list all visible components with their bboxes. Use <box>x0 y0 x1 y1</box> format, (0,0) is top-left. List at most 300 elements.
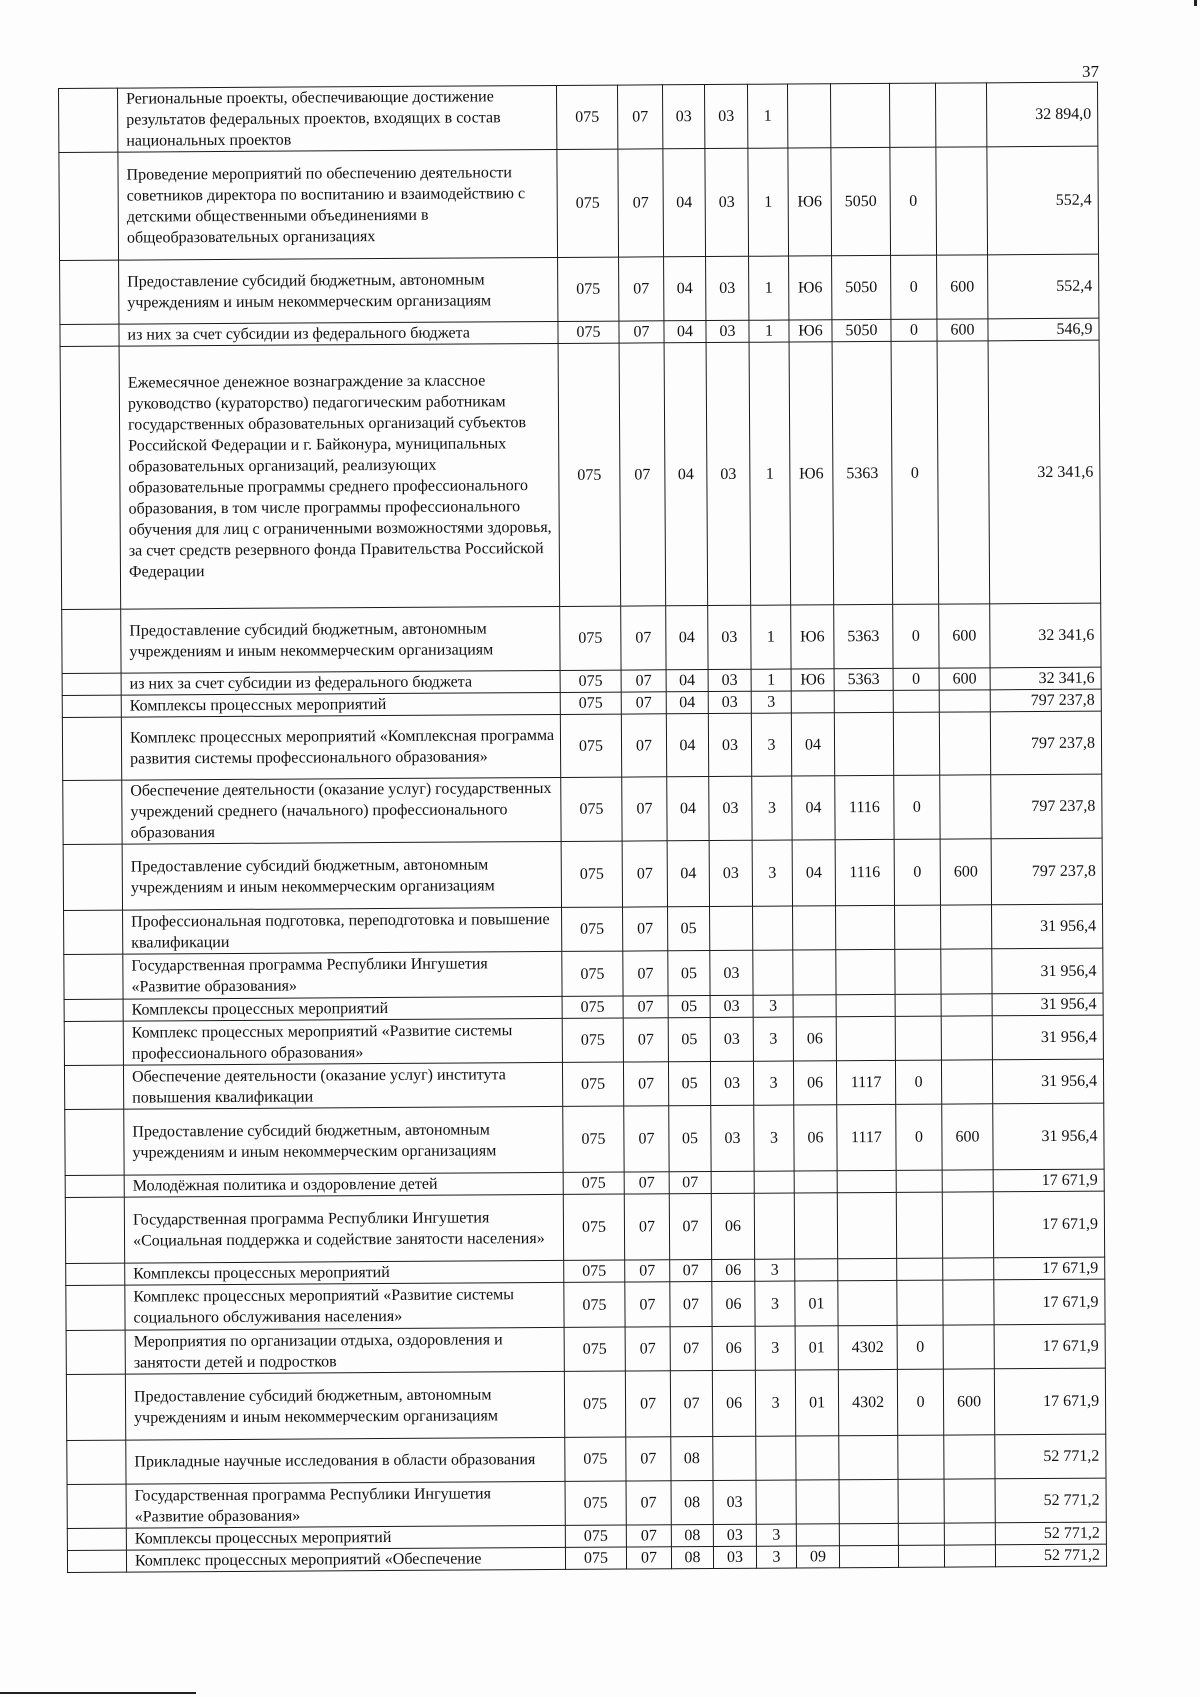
code-section-cell: 07 <box>625 1327 670 1371</box>
code-direction-cell: 5363 <box>834 604 893 668</box>
code-subsection-cell: 05 <box>668 1018 710 1062</box>
code-type-cell: 1 <box>751 669 791 691</box>
code-section-cell: 07 <box>625 1371 670 1437</box>
code-program-cell: 03 <box>708 605 751 669</box>
scan-edge-mark <box>0 1692 196 1694</box>
code-subsection-cell: 07 <box>670 1327 712 1371</box>
table-row <box>66 1324 1105 1374</box>
code-subsection-cell: 07 <box>670 1282 712 1327</box>
item-name-cell: Комплекс процессных мероприятий «Развитие системы социального обслуживания населения» <box>125 1282 564 1330</box>
table-row <box>64 904 1103 954</box>
item-name-cell: Комплексы процессных мероприятий <box>126 1525 565 1550</box>
code-type-cell: 1 <box>747 84 787 148</box>
code-complex-cell: Ю6 <box>791 605 834 669</box>
item-name-cell: Комплекс процессных мероприятий «Обеспечение <box>126 1547 565 1572</box>
code-program-cell: 06 <box>712 1370 755 1436</box>
code-section-cell: 07 <box>625 1282 670 1327</box>
table-row <box>62 711 1101 780</box>
code-type-cell: 3 <box>752 776 792 840</box>
code-expense-type-cell: 600 <box>942 1104 993 1170</box>
code-direction-cell <box>838 1280 897 1325</box>
amount-cell: 797 237,8 <box>990 711 1101 775</box>
code-expense-type-cell <box>942 1192 993 1258</box>
code-complex-cell: 04 <box>791 713 834 776</box>
code-section-cell: 07 <box>623 1062 668 1106</box>
row-number-cell <box>66 1285 125 1330</box>
row-number-cell <box>62 609 121 673</box>
code-direction-cell: 5363 <box>832 341 893 604</box>
amount-cell: 797 237,8 <box>991 838 1102 905</box>
code-subsection-cell: 04 <box>664 343 708 606</box>
code-subsection-cell: 08 <box>671 1525 713 1547</box>
code-subdirection-cell: 0 <box>891 319 937 341</box>
amount-cell: 32 894,0 <box>986 82 1097 147</box>
row-number-cell <box>62 717 121 780</box>
code-section-cell: 07 <box>626 1547 671 1569</box>
code-complex-cell: Ю6 <box>791 669 834 691</box>
code-type-cell <box>754 1171 794 1193</box>
code-section-cell: 07 <box>624 1194 669 1260</box>
row-number-cell <box>66 1263 125 1285</box>
code-complex-cell <box>795 1259 838 1281</box>
code-type-cell <box>756 1436 796 1480</box>
row-number-cell <box>64 999 123 1021</box>
code-ministry-cell: 075 <box>558 321 619 343</box>
code-subdirection-cell <box>893 690 939 712</box>
amount-cell: 17 671,9 <box>994 1279 1105 1325</box>
code-program-cell <box>711 1171 754 1193</box>
code-direction-cell <box>839 1523 898 1545</box>
table-row <box>64 1059 1103 1109</box>
code-complex-cell <box>794 1193 837 1259</box>
code-section-cell: 07 <box>621 670 666 692</box>
code-program-cell: 03 <box>708 669 751 691</box>
code-subdirection-cell: 0 <box>894 775 940 839</box>
code-ministry-cell: 075 <box>562 951 623 996</box>
code-program-cell: 06 <box>712 1326 755 1370</box>
item-name-cell: Проведение мероприятий по обеспечению деятельности советников директора по воспитанию и взаимодействию с детскими общественными объединениями в общеобразовательных организациях <box>118 149 558 260</box>
row-number-cell <box>63 780 122 844</box>
code-complex-cell: 06 <box>794 1105 837 1171</box>
code-subdirection-cell <box>897 1280 943 1325</box>
code-direction-cell: 5050 <box>831 147 891 255</box>
code-subdirection-cell: 0 <box>891 255 937 319</box>
code-direction-cell <box>836 1016 895 1060</box>
amount-cell: 31 956,4 <box>992 993 1103 1016</box>
amount-cell: 52 771,2 <box>995 1522 1106 1545</box>
code-direction-cell: 4302 <box>838 1325 897 1369</box>
code-ministry-cell: 075 <box>560 670 621 692</box>
code-type-cell: 3 <box>754 1105 794 1171</box>
code-subdirection-cell: 0 <box>895 1060 941 1104</box>
code-subdirection-cell: 0 <box>893 668 939 690</box>
item-name-cell: Обеспечение деятельности (оказание услуг) государственных учреждений среднего (начального) профессионального образования <box>122 777 561 844</box>
code-direction-cell <box>836 905 895 949</box>
item-name-cell: Предоставление субсидий бюджетным, автономным учреждениям и иным некоммерческим организациям <box>119 257 558 324</box>
amount-cell: 552,4 <box>987 146 1099 255</box>
code-complex-cell: 04 <box>792 840 835 906</box>
code-subdirection-cell <box>893 712 939 775</box>
code-section-cell: 07 <box>626 1525 671 1547</box>
item-name-cell: Обеспечение деятельности (оказание услуг) института повышения квалификации <box>123 1062 562 1109</box>
code-expense-type-cell: 600 <box>940 839 991 905</box>
table-row <box>64 948 1103 999</box>
row-number-cell <box>59 152 119 260</box>
code-section-cell: 07 <box>618 149 664 257</box>
amount-cell: 797 237,8 <box>990 689 1101 712</box>
code-section-cell: 07 <box>622 841 667 907</box>
code-subsection-cell: 04 <box>667 777 709 841</box>
code-type-cell: 1 <box>749 342 791 605</box>
code-ministry-cell: 075 <box>556 85 617 149</box>
row-number-cell <box>67 1550 126 1572</box>
code-type-cell <box>754 1193 794 1259</box>
code-section-cell: 07 <box>617 85 662 149</box>
row-number-cell <box>67 1484 126 1528</box>
code-complex-cell <box>793 995 836 1017</box>
code-complex-cell: Ю6 <box>789 342 834 605</box>
code-type-cell: 3 <box>756 1524 796 1546</box>
row-number-cell <box>64 954 123 999</box>
code-expense-type-cell <box>941 994 992 1016</box>
code-type-cell <box>753 950 793 995</box>
row-number-cell <box>64 1021 123 1065</box>
code-section-cell: 07 <box>623 907 668 951</box>
row-number-cell <box>66 1374 125 1440</box>
code-subsection-cell: 05 <box>668 1062 710 1106</box>
code-direction-cell <box>830 83 889 147</box>
code-type-cell: 3 <box>755 1281 795 1326</box>
amount-cell: 31 956,4 <box>992 948 1103 994</box>
code-subdirection-cell: 0 <box>897 1325 943 1369</box>
code-type-cell: 3 <box>753 995 793 1017</box>
amount-cell: 17 671,9 <box>994 1324 1105 1369</box>
code-subdirection-cell <box>889 83 935 147</box>
code-ministry-cell: 075 <box>560 692 621 714</box>
code-section-cell: 07 <box>625 1260 670 1282</box>
table-row <box>62 603 1101 673</box>
code-direction-cell: 5363 <box>834 668 893 690</box>
row-number-cell <box>59 88 118 152</box>
code-program-cell: 03 <box>706 342 751 605</box>
table-row <box>66 1279 1105 1330</box>
code-subdirection-cell <box>896 1192 942 1258</box>
code-direction-cell <box>834 712 893 775</box>
code-subdirection-cell <box>898 1545 944 1567</box>
code-ministry-cell: 075 <box>565 1547 626 1569</box>
table-row <box>64 1015 1103 1065</box>
code-expense-type-cell <box>935 83 986 147</box>
code-ministry-cell: 075 <box>563 1106 624 1172</box>
code-type-cell: 3 <box>752 840 792 906</box>
row-number-cell <box>60 260 119 324</box>
code-complex-cell <box>791 691 834 713</box>
code-subsection-cell: 04 <box>666 714 708 777</box>
code-subdirection-cell <box>895 1016 941 1060</box>
code-complex-cell <box>793 906 836 950</box>
code-program-cell: 03 <box>704 84 747 148</box>
code-program-cell: 03 <box>706 320 749 342</box>
code-ministry-cell: 075 <box>558 257 619 321</box>
code-subdirection-cell: 0 <box>897 1369 943 1435</box>
code-complex-cell: Ю6 <box>789 256 832 320</box>
code-ministry-cell: 075 <box>563 1172 624 1194</box>
code-ministry-cell: 075 <box>565 1481 626 1525</box>
code-direction-cell: 4302 <box>838 1369 897 1435</box>
code-ministry-cell: 075 <box>563 1194 624 1260</box>
code-section-cell: 07 <box>619 321 664 343</box>
code-complex-cell <box>796 1436 839 1480</box>
code-program-cell: 03 <box>710 1061 753 1105</box>
code-expense-type-cell <box>942 1170 993 1192</box>
amount-cell: 32 341,6 <box>990 667 1101 690</box>
code-type-cell: 1 <box>751 605 791 669</box>
table-row <box>59 146 1099 260</box>
code-ministry-cell: 075 <box>564 1371 625 1437</box>
code-expense-type-cell <box>943 1280 994 1325</box>
code-type-cell: 3 <box>753 1061 793 1105</box>
code-type-cell: 3 <box>755 1326 795 1370</box>
code-direction-cell <box>839 1479 898 1523</box>
row-number-cell <box>64 910 123 954</box>
code-expense-type-cell <box>941 905 992 949</box>
code-program-cell: 06 <box>711 1193 754 1259</box>
row-number-cell <box>66 1330 125 1374</box>
code-expense-type-cell <box>939 712 990 775</box>
code-program-cell: 03 <box>713 1480 756 1524</box>
code-complex-cell <box>796 1524 839 1546</box>
code-expense-type-cell <box>943 1325 994 1369</box>
code-program-cell: 03 <box>706 256 749 320</box>
row-number-cell <box>60 346 121 609</box>
item-name-cell: Комплексы процессных мероприятий <box>123 996 562 1021</box>
item-name-cell: из них за счет субсидии из федерального бюджета <box>119 321 558 346</box>
code-program-cell: 06 <box>712 1259 755 1281</box>
code-subsection-cell: 08 <box>671 1481 713 1525</box>
code-direction-cell <box>834 690 893 712</box>
code-direction-cell <box>836 949 895 994</box>
code-direction-cell <box>839 1545 898 1567</box>
code-ministry-cell: 075 <box>560 714 621 777</box>
code-ministry-cell: 075 <box>565 1525 626 1547</box>
code-expense-type-cell <box>937 341 990 604</box>
code-section-cell: 07 <box>626 1437 671 1481</box>
code-program-cell: 03 <box>708 691 751 713</box>
code-subsection-cell: 05 <box>668 907 710 951</box>
code-type-cell: 1 <box>749 320 789 342</box>
code-direction-cell <box>837 1170 896 1192</box>
code-section-cell: 07 <box>621 714 666 777</box>
code-program-cell: 03 <box>710 1017 753 1061</box>
code-direction-cell: 1117 <box>837 1104 896 1170</box>
code-expense-type-cell <box>936 147 988 255</box>
amount-cell: 31 956,4 <box>992 1015 1103 1060</box>
code-expense-type-cell <box>944 1479 995 1523</box>
code-type-cell: 3 <box>753 1017 793 1061</box>
code-expense-type-cell <box>943 1258 994 1280</box>
amount-cell: 31 956,4 <box>992 1059 1103 1104</box>
code-direction-cell: 1117 <box>836 1060 895 1104</box>
item-name-cell: Региональные проекты, обеспечивающие достижение результатов федеральных проектов, входящих в состав национальных проектов <box>118 85 557 152</box>
table-row <box>60 254 1099 324</box>
item-name-cell: Профессиональная подготовка, переподготовка и повышение квалификации <box>123 907 562 954</box>
row-number-cell <box>60 324 119 346</box>
item-name-cell: Государственная программа Республики Ингушетия «Развитие образования» <box>123 951 562 999</box>
item-name-cell: Предоставление субсидий бюджетным, автономным учреждениям и иным некоммерческим организациям <box>121 606 560 673</box>
code-subsection-cell: 05 <box>669 1106 711 1172</box>
code-type-cell: 1 <box>748 148 789 256</box>
table-row <box>65 1191 1104 1263</box>
code-subdirection-cell <box>896 1170 942 1192</box>
code-section-cell: 07 <box>623 1018 668 1062</box>
row-number-cell <box>62 673 121 695</box>
code-ministry-cell: 075 <box>561 841 622 907</box>
row-number-cell <box>67 1528 126 1550</box>
code-ministry-cell: 075 <box>565 1437 626 1481</box>
code-program-cell: 03 <box>711 1105 754 1171</box>
code-expense-type-cell <box>944 1435 995 1479</box>
code-program-cell: 03 <box>709 840 752 906</box>
code-expense-type-cell <box>944 1545 995 1567</box>
code-type-cell <box>753 906 793 950</box>
code-subdirection-cell <box>897 1258 943 1280</box>
code-section-cell: 07 <box>619 257 664 321</box>
code-ministry-cell: 075 <box>558 343 621 606</box>
scan-corner-mark <box>1194 0 1197 6</box>
item-name-cell: Молодёжная политика и оздоровление детей <box>124 1172 563 1197</box>
amount-cell: 17 671,9 <box>994 1257 1105 1280</box>
code-section-cell: 07 <box>624 1172 669 1194</box>
code-ministry-cell: 075 <box>562 1018 623 1062</box>
code-program-cell: 03 <box>713 1546 756 1568</box>
code-complex-cell: 01 <box>795 1281 838 1326</box>
code-expense-type-cell: 600 <box>937 319 988 341</box>
code-subdirection-cell: 0 <box>896 1104 942 1170</box>
code-program-cell: 03 <box>708 713 751 776</box>
code-subdirection-cell <box>898 1523 944 1545</box>
code-expense-type-cell <box>939 690 990 712</box>
amount-cell: 31 956,4 <box>992 904 1103 949</box>
code-subdirection-cell <box>898 1435 944 1479</box>
code-program-cell <box>710 906 753 950</box>
budget-table <box>58 82 1107 1573</box>
code-subsection-cell: 05 <box>668 951 710 996</box>
code-expense-type-cell <box>940 775 991 839</box>
code-subdirection-cell <box>895 994 941 1016</box>
code-type-cell: 3 <box>756 1546 796 1568</box>
code-ministry-cell: 075 <box>564 1260 625 1282</box>
amount-cell: 546,9 <box>988 318 1099 341</box>
code-type-cell: 1 <box>749 256 789 320</box>
code-complex-cell <box>794 1171 837 1193</box>
row-number-cell <box>63 844 122 910</box>
code-complex-cell: 04 <box>792 776 835 840</box>
item-name-cell: Мероприятия по организации отдыха, оздоровления и занятости детей и подростков <box>125 1327 564 1374</box>
item-name-cell: Государственная программа Республики Ингушетия «Социальная поддержка и содействие занятости населения» <box>124 1194 563 1263</box>
amount-cell: 31 956,4 <box>993 1103 1104 1170</box>
row-number-cell <box>62 695 121 717</box>
code-expense-type-cell <box>944 1523 995 1545</box>
table-row <box>67 1478 1106 1528</box>
row-number-cell <box>65 1197 124 1263</box>
code-subsection-cell: 04 <box>663 149 706 257</box>
code-ministry-cell: 075 <box>561 777 622 841</box>
code-program-cell: 03 <box>710 950 753 995</box>
item-name-cell: Комплексы процессных мероприятий <box>121 692 560 717</box>
row-number-cell <box>64 1065 123 1109</box>
code-subdirection-cell <box>895 949 941 994</box>
code-direction-cell <box>837 1192 896 1258</box>
code-expense-type-cell <box>941 1016 992 1060</box>
code-subsection-cell: 07 <box>670 1371 712 1437</box>
code-subdirection-cell: 0 <box>891 341 939 604</box>
code-complex-cell <box>787 84 830 148</box>
code-complex-cell: 06 <box>793 1017 836 1061</box>
code-subsection-cell: 04 <box>667 841 709 907</box>
item-name-cell: Ежемесячное денежное вознаграждение за классное руководство (кураторство) педагогическим работникам государственных образовательных организаций субъектов Российской Федерации и г. Байконура, муниципальных образовательных организаций, реализующих образовательные программы среднего профессионального образования, в том числе программы профессионального обучения для лиц с ограниченными возможностями здоровья, за счет средств резервного фонда Правительства Российской Федерации <box>119 343 560 609</box>
code-section-cell: 07 <box>619 343 666 606</box>
code-subsection-cell: 04 <box>666 692 708 714</box>
amount-cell: 32 341,6 <box>990 603 1101 668</box>
table-row <box>60 340 1101 609</box>
code-complex-cell: 01 <box>795 1370 838 1436</box>
item-name-cell: Государственная программа Республики Ингушетия «Развитие образования» <box>126 1481 565 1528</box>
item-name-cell: Комплекс процессных мероприятий «Комплексная программа развития системы профессионального образования» <box>121 714 560 780</box>
table-row <box>66 1368 1105 1440</box>
code-section-cell: 07 <box>623 951 668 996</box>
code-subsection-cell: 03 <box>662 85 704 149</box>
code-subsection-cell: 04 <box>666 606 708 670</box>
code-type-cell: 3 <box>755 1370 795 1436</box>
code-expense-type-cell: 600 <box>939 668 990 690</box>
code-type-cell: 3 <box>751 713 791 776</box>
code-subsection-cell: 08 <box>671 1547 713 1569</box>
code-subsection-cell: 07 <box>670 1260 712 1282</box>
code-program-cell: 06 <box>712 1281 755 1326</box>
item-name-cell: Предоставление субсидий бюджетным, автономным учреждениям и иным некоммерческим организациям <box>125 1371 564 1440</box>
amount-cell: 17 671,9 <box>993 1169 1104 1192</box>
code-ministry-cell: 075 <box>562 996 623 1018</box>
code-subdirection-cell: 0 <box>890 147 937 255</box>
amount-cell: 52 771,2 <box>995 1434 1106 1479</box>
code-ministry-cell: 075 <box>564 1282 625 1327</box>
code-type-cell: 3 <box>755 1259 795 1281</box>
amount-cell: 797 237,8 <box>991 774 1102 839</box>
code-expense-type-cell: 600 <box>937 255 988 319</box>
table-row <box>59 82 1098 152</box>
code-type-cell <box>756 1480 796 1524</box>
code-subdirection-cell <box>898 1479 944 1523</box>
code-complex-cell: 01 <box>795 1326 838 1370</box>
code-section-cell: 07 <box>623 996 668 1018</box>
code-subsection-cell: 07 <box>669 1172 711 1194</box>
amount-cell: 52 771,2 <box>995 1544 1106 1567</box>
table-row <box>65 1103 1104 1175</box>
item-name-cell: Предоставление субсидий бюджетным, автономным учреждениям и иным некоммерческим организациям <box>124 1106 563 1175</box>
page-number: 37 <box>1082 62 1099 81</box>
item-name-cell: из них за счет субсидии из федерального бюджета <box>121 670 560 695</box>
code-complex-cell: Ю6 <box>788 148 832 256</box>
code-complex-cell: 06 <box>793 1061 836 1105</box>
amount-cell: 17 671,9 <box>993 1191 1104 1258</box>
code-subdirection-cell: 0 <box>894 839 940 905</box>
code-program-cell: 03 <box>713 1524 756 1546</box>
code-ministry-cell: 075 <box>560 606 621 670</box>
table-row <box>67 1434 1106 1484</box>
table-row <box>63 774 1102 844</box>
code-program-cell: 03 <box>710 995 753 1017</box>
row-number-cell <box>67 1440 126 1484</box>
